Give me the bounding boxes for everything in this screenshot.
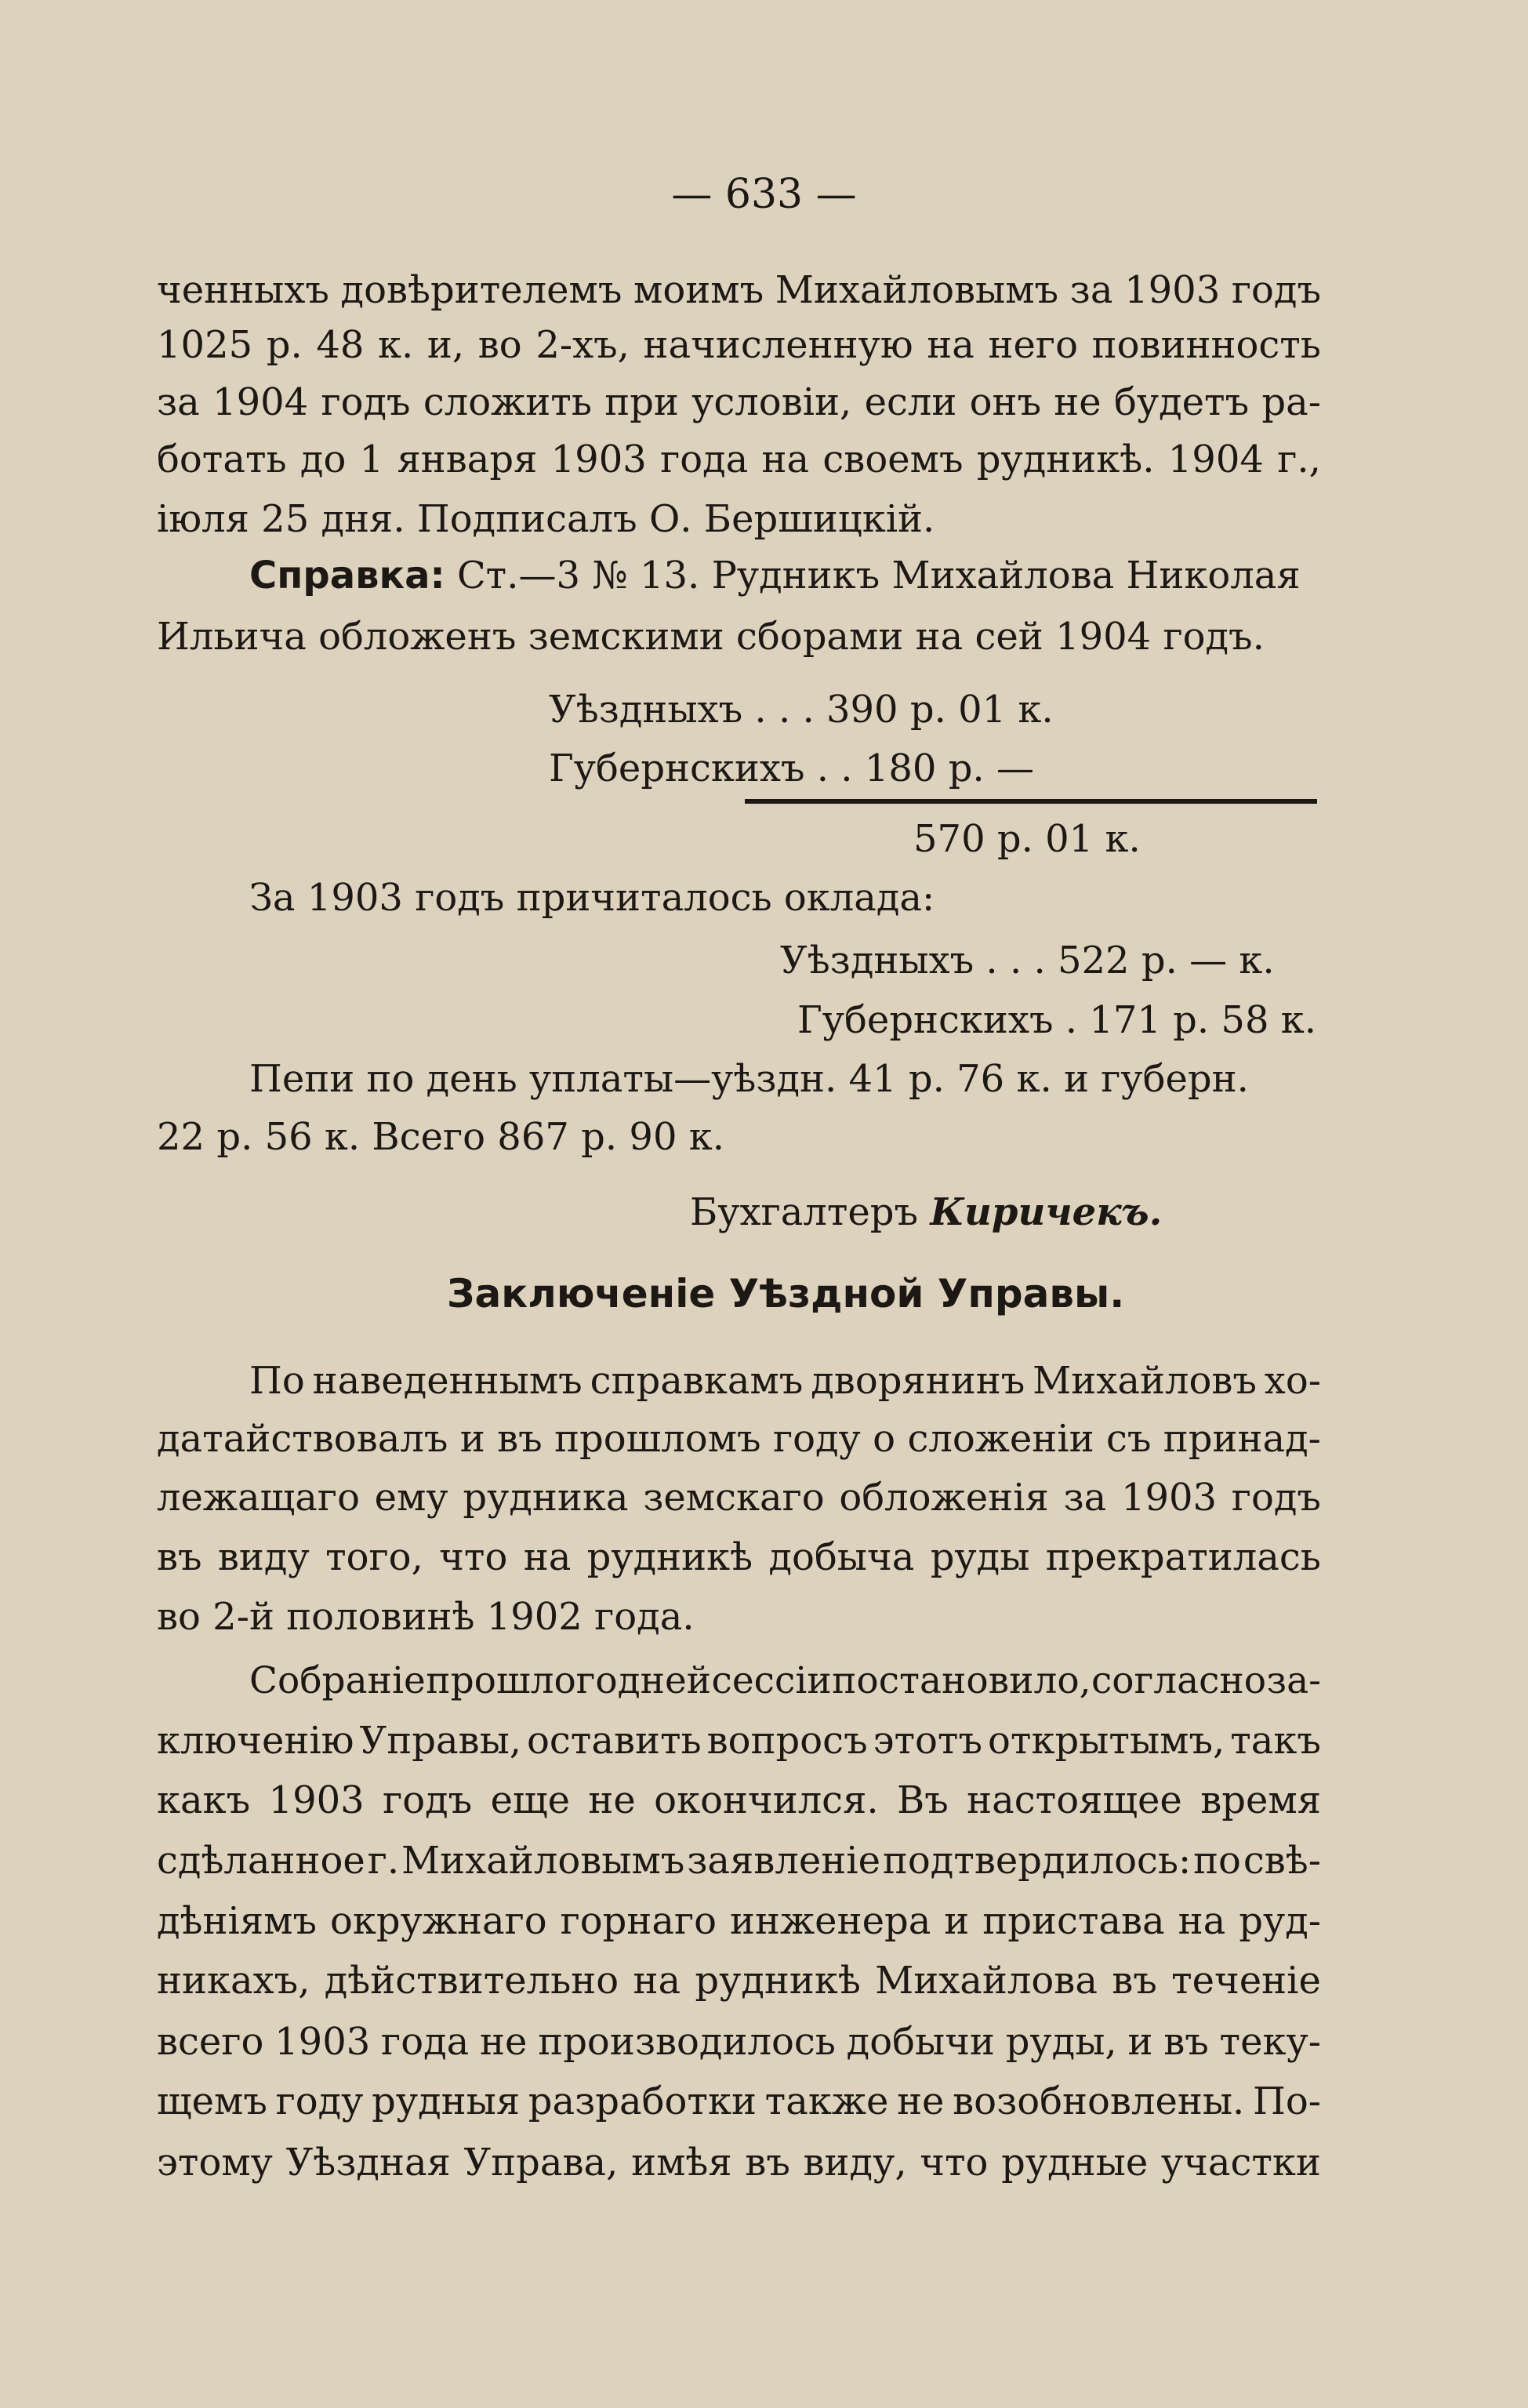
text-line: Пепи по день уплаты—уѣздн. 41 р. 76 к. и губерн. [249, 1057, 1249, 1101]
reference-text: Ст.—3 № 13. Рудникъ Михайлова Николая [456, 554, 1301, 597]
text-line: щемъ году рудныя разработки также не возобновлены. По- [157, 2079, 1321, 2123]
accountant-name: Киричекъ. [930, 1190, 1163, 1234]
text-line: лежащаго ему рудника земскаго обложенія за 1903 годъ [157, 1476, 1321, 1520]
text-line: По наведеннымъ справкамъ дворянинъ Михайловъ хо- [249, 1359, 1321, 1403]
levy-district-1903: Уѣздныхъ . . . 522 р. — к. [780, 939, 1275, 982]
text-line: какъ 1903 годъ еще не окончился. Въ настоящее время [157, 1778, 1321, 1822]
text-line: этому Уѣздная Управа, имѣя въ виду, что рудные участки [157, 2141, 1321, 2185]
sum-rule [745, 799, 1317, 804]
text-line: 1025 р. 48 к. и, во 2-хъ, начисленную на него повинность [157, 323, 1321, 367]
levy-district-1904: Уѣздныхъ . . . 390 р. 01 к. [549, 688, 1054, 732]
reference-line [249, 552, 1301, 599]
text-line: ключенію Управы, оставить вопросъ этотъ открытымъ, такъ [157, 1719, 1321, 1763]
text-line: іюля 25 дня. Подписалъ О. Бершицкій. [157, 497, 935, 541]
text-line: ченныхъ довѣрителемъ моимъ Михайловымъ за 1903 годъ [157, 268, 1321, 312]
text-line: въ виду того, что на рудникѣ добыча руды прекратилась [157, 1535, 1321, 1579]
section-heading: Заключеніе Уѣздной Управы. [447, 1271, 1125, 1317]
text-line: во 2-й половинѣ 1902 года. [157, 1595, 695, 1639]
text-line: всего 1903 года не производилось добычи руды, и въ теку- [157, 2020, 1321, 2064]
text-line: за 1904 годъ сложить при условіи, если онъ не будетъ ра- [157, 380, 1321, 424]
text-line: Ильича обложенъ земскими сборами на сей 1904 годъ. [157, 615, 1265, 659]
text-line: Собраніе прошлогодней сессіи постановило, согласно за- [249, 1659, 1321, 1702]
text-line: никахъ, дѣйствительно на рудникѣ Михайлова въ теченіе [157, 1959, 1321, 2003]
text-line: 22 р. 56 к. Всего 867 р. 90 к. [157, 1115, 725, 1159]
reference-label: Справка: [249, 554, 445, 597]
accountant-signature [690, 1189, 1162, 1236]
levy-province-1903: Губернскихъ . 171 р. 58 к. [797, 998, 1317, 1042]
text-line: За 1903 годъ причиталось оклада: [249, 876, 935, 920]
text-line: датайствовалъ и въ прошломъ году о сложеніи съ принад- [157, 1417, 1321, 1461]
page-number: — 633 — [671, 171, 857, 218]
text-line: ботать до 1 января 1903 года на своемъ рудникѣ. 1904 г., [157, 438, 1321, 481]
text-line: сдѣланное г. Михайловымъ заявленіе подтвердилось: по свѣ- [157, 1839, 1321, 1883]
text-line: дѣніямъ окружнаго горнаго инженера и пристава на руд- [157, 1899, 1321, 1943]
levy-total-1904: 570 р. 01 к. [913, 817, 1141, 861]
accountant-label: Бухгалтеръ [690, 1190, 919, 1234]
levy-province-1904: Губернскихъ . . 180 р. — [549, 746, 1034, 790]
